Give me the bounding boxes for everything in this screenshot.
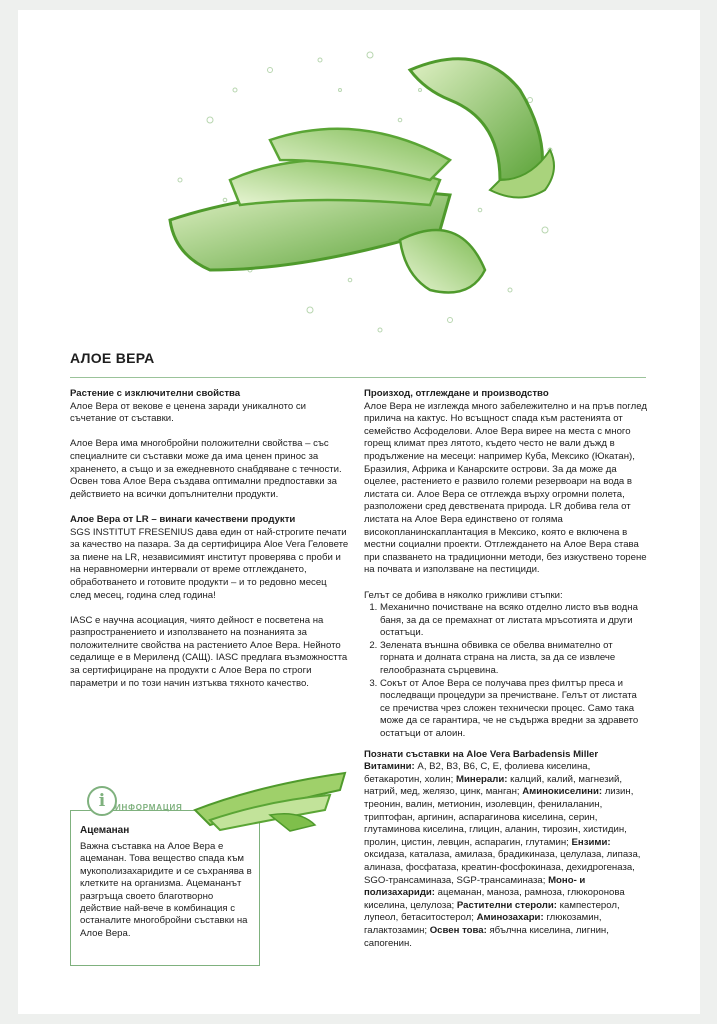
info-label: ИНФОРМАЦИЯ bbox=[115, 803, 183, 812]
list-item: 2. Зелената външна обвивка се обелва внимателно от горната и долната страна на листа, за да се извлече гелообразната сърцевина. bbox=[380, 640, 649, 678]
info-text: Важна съставка на Алое Вера е ацеманан. Това вещество спада към мукополизахаридите и се съхранява в клетките на организма. Ацемананът разгръща своето благотворно действие най-вече в комбинация с останалите многобройни съставки на Алое Вера. bbox=[80, 841, 252, 939]
info-icon: i bbox=[87, 786, 117, 816]
ingredient-label: Моно- и полизахариди: bbox=[364, 874, 586, 899]
ingredient-values: ацеманан, маноза, рамноза, глюкоронова киселина, целулоза; bbox=[364, 887, 625, 911]
page-title: АЛОЕ ВЕРА bbox=[70, 350, 155, 366]
ingredient-label: Растителни стероли: bbox=[456, 899, 557, 911]
paragraph: Алое Вера има многобройни положителни свойства – със специалните си съставки може да има ценен принос за храненето, а също и за ежедневното снабдяване с течности. Освен това Алое Вера създава оптимални предпоставки за действието на всички допълнителни продукти. bbox=[70, 438, 342, 500]
title-divider bbox=[70, 377, 646, 378]
section-heading: Алое Вера от LR – винаги качествени продукти bbox=[70, 513, 296, 525]
info-title: Ацеманан bbox=[80, 825, 130, 836]
paragraph: IASC е научна асоциация, чиято дейност е посветена на разпространението и използването на познанията за положителните свойства на растението Алое Вера. Нейното седалище е в Мериленд (САЩ). IASC предлага възможността за сертифициране на продукти с Алое Вера по строги параметри и по този начин изтъква тяхното качество. bbox=[70, 614, 348, 689]
steps-intro: Гелът се добива в няколко грижливи стъпки: bbox=[364, 589, 563, 601]
ingredient-values: оксидаза, каталаза, амилаза, брадикиназа, целулаза, липаза, алиназа, фосфатаза, креатин-фосфокиназа, дехидрогеназа, SGO-трансаминаза, SGP-трансаминаза; bbox=[364, 849, 641, 886]
list-item: 1. Механично почистване на всяко отделно листо във водна баня, за да се премахнат от листата мръсотията и други остатъци. bbox=[380, 602, 649, 640]
left-column bbox=[70, 388, 350, 703]
paragraph: Алое Вера от векове е ценена заради уникалното си съчетание от съставки. bbox=[70, 400, 306, 425]
section-heading: Произход, отглеждане и производство bbox=[364, 388, 549, 399]
ingredient-values: калций, калий, магнезий, натрий, мед, желязо, цинк, манган; bbox=[364, 773, 622, 798]
paragraph: SGS INSTITUT FRESENIUS дава един от най-строгите печати за качество на пазара. За да сертифицира Aloe Vera Геловете за пиене на LR, независимият институт проверява с проби и на неравномерни интервали от време отглеждането, обработването и готовите продукти – и то редовно месец след месец, година след година! bbox=[70, 526, 349, 601]
ingredient-values: ябълчна киселина, лигнин, сапогенин. bbox=[364, 924, 609, 949]
ingredients-text bbox=[364, 761, 649, 950]
paragraph: Алое Вера не изглежда много забележително и на пръв поглед прилича на кактус. Но всъщност спада към растенията от семейство Асфоделови. Алое Вера вирее на места с много горещ климат през лятото, където често не вали дъжд в продължение на месеци: например Куба, Мексико (Юкатан), Бразилия, Африка и Канарските острови. За да може да оцелее, растението е развило големи резервоари на вода в листата си. Алое Вера се отглежда върху огромни полета, разположени сред девствената природа. LR добива гела от листата на Алое Вера единствено от голяма високопланинскаплантация в Мексико, която е включена в местни социални проекти. Отглеждането на Алое Вера става при спазването на традиционни методи, без изкуствено торене на почвата и използване на пестициди. bbox=[364, 400, 647, 576]
ingredient-values: глюкозамин, галактозамин; bbox=[364, 912, 602, 936]
ingredient-label: Освен това: bbox=[429, 924, 487, 936]
ingredient-label: Ензими: bbox=[571, 836, 611, 848]
steps-list bbox=[364, 602, 649, 741]
ingredient-values: лизин, треонин, валин, метионин, изолевцин, фенилаланин, триптофан, аргинин, аспарагинова киселина, серин, глутаминова киселина, глицин, аланин, тирозин, хистидин, пролин, цистин, левцин, аспарагин, глутамин; bbox=[364, 786, 634, 848]
list-item: 3. Сокът от Алое Вера се получава през филтър преса и последващи процедури за пречистване. Гелът от листата се пречиства чрез сложен технически процес. Само така може да се гарантира, че не съдържа вредни за здравето остатъци от алоин. bbox=[380, 678, 649, 741]
right-column bbox=[364, 388, 649, 950]
section-heading: Растение с изключителни свойства bbox=[70, 388, 241, 399]
ingredient-label: Аминозахари: bbox=[476, 912, 544, 924]
aloe-leaf-image bbox=[190, 765, 350, 835]
ingredient-values: A, B2, B3, B6, C, E, фолиева киселина, бетакаротин, холин; bbox=[364, 761, 591, 785]
ingredient-label: Витамини: bbox=[364, 761, 415, 773]
aloe-leaves-illustration bbox=[150, 30, 570, 350]
section-heading: Познати съставки на Aloe Vera Barbadensis Miller bbox=[364, 748, 599, 760]
ingredient-label: Аминокиселини: bbox=[522, 786, 603, 798]
ingredient-values: кампестерол, лупеол, бетаситостерол; bbox=[364, 899, 620, 924]
ingredient-label: Минерали: bbox=[456, 773, 508, 785]
